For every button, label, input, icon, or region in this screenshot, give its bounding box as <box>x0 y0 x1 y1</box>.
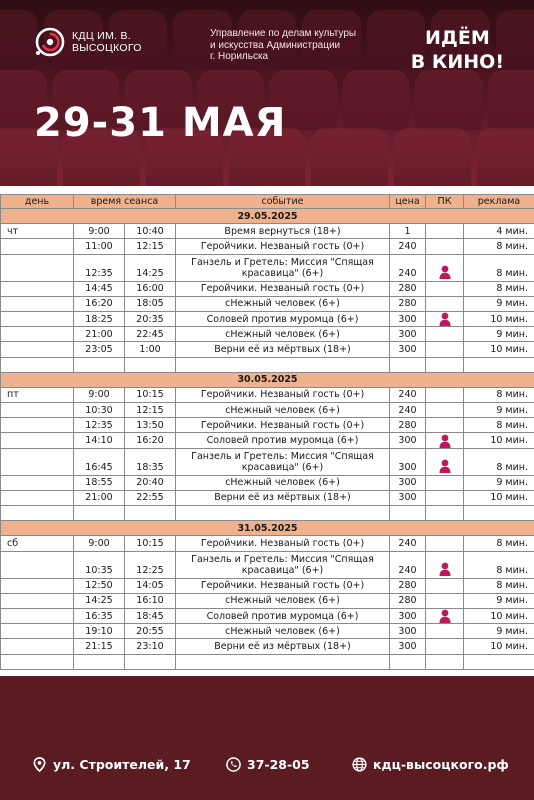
ad-duration-cell: 4 мин. <box>464 224 534 239</box>
pk-cell <box>426 578 464 593</box>
empty-cell <box>125 506 176 521</box>
weekday-cell <box>1 418 74 433</box>
price-cell: 300 <box>390 342 426 357</box>
empty-cell <box>74 357 125 372</box>
event-cell: Ганзель и Гретель: Миссия "Спящая красавица" (6+) <box>176 254 390 281</box>
table-row <box>1 418 534 433</box>
date-cell: 30.05.2025 <box>1 372 534 387</box>
table-row <box>1 311 534 326</box>
footer-bar <box>0 676 534 800</box>
empty-cell <box>464 357 534 372</box>
table-row <box>1 342 534 357</box>
table-row <box>1 224 534 239</box>
pk-cell <box>426 327 464 342</box>
pk-cell <box>426 433 464 448</box>
event-cell: сНежный человек (6+) <box>176 327 390 342</box>
event-cell: Геройчики. Незваный гость (0+) <box>176 578 390 593</box>
logo-line-1: КДЦ ИМ. В. <box>72 30 131 42</box>
table-row <box>1 551 534 578</box>
end-time-cell: 20:55 <box>125 624 176 639</box>
price-cell: 300 <box>390 624 426 639</box>
empty-cell <box>125 357 176 372</box>
ad-duration-cell: 8 мин. <box>464 281 534 296</box>
event-cell: Ганзель и Гретель: Миссия "Спящая красавица" (6+) <box>176 448 390 475</box>
promo-slogan <box>411 26 504 74</box>
table-row <box>1 433 534 448</box>
ad-duration-cell: 9 мин. <box>464 624 534 639</box>
ad-duration-cell: 10 мин. <box>464 639 534 654</box>
end-time-cell: 18:05 <box>125 296 176 311</box>
schedule-table <box>0 194 534 670</box>
header-banner <box>0 0 534 186</box>
event-cell: Геройчики. Незваный гость (0+) <box>176 281 390 296</box>
kdc-logo <box>34 26 142 58</box>
date-row <box>1 372 534 387</box>
price-cell: 280 <box>390 578 426 593</box>
website-text: кдц-высоцкого.рф <box>373 757 509 772</box>
pk-cell <box>426 608 464 623</box>
empty-cell <box>176 506 390 521</box>
event-cell: сНежный человек (6+) <box>176 624 390 639</box>
price-cell: 240 <box>390 551 426 578</box>
ad-duration-cell: 8 мин. <box>464 418 534 433</box>
table-row <box>1 448 534 475</box>
ad-duration-cell: 8 мин. <box>464 536 534 551</box>
website-contact[interactable] <box>352 757 509 772</box>
weekday-cell <box>1 296 74 311</box>
event-cell: Соловей против муромца (6+) <box>176 311 390 326</box>
empty-cell <box>1 357 74 372</box>
price-cell: 280 <box>390 281 426 296</box>
location-pin-icon <box>32 757 47 772</box>
start-time-cell: 10:30 <box>74 403 125 418</box>
price-cell: 300 <box>390 490 426 505</box>
weekday-cell <box>1 593 74 608</box>
start-time-cell: 10:35 <box>74 551 125 578</box>
header-price: цена <box>390 195 426 209</box>
end-time-cell: 22:55 <box>125 490 176 505</box>
empty-cell <box>176 654 390 669</box>
ad-duration-cell: 10 мин. <box>464 490 534 505</box>
phone-text: 37-28-05 <box>247 757 310 772</box>
price-cell: 300 <box>390 448 426 475</box>
weekday-cell <box>1 403 74 418</box>
table-row <box>1 254 534 281</box>
header-session-time: время сеанса <box>74 195 176 209</box>
price-cell: 240 <box>390 239 426 254</box>
start-time-cell: 14:10 <box>74 433 125 448</box>
price-cell: 1 <box>390 224 426 239</box>
empty-cell <box>390 506 426 521</box>
admin-line-2: и искусства Администрации <box>210 39 341 51</box>
spacer-row <box>1 506 534 521</box>
end-time-cell: 10:15 <box>125 536 176 551</box>
header-pk: ПК <box>426 195 464 209</box>
event-cell: Соловей против муромца (6+) <box>176 433 390 448</box>
table-row <box>1 475 534 490</box>
pk-cell <box>426 536 464 551</box>
start-time-cell: 12:35 <box>74 254 125 281</box>
pk-cell <box>426 311 464 326</box>
price-cell: 300 <box>390 608 426 623</box>
person-silhouette-icon <box>439 265 451 279</box>
end-time-cell: 10:40 <box>125 224 176 239</box>
event-cell: Геройчики. Незваный гость (0+) <box>176 418 390 433</box>
header-event: событие <box>176 195 390 209</box>
price-cell: 280 <box>390 593 426 608</box>
start-time-cell: 14:25 <box>74 593 125 608</box>
start-time-cell: 23:05 <box>74 342 125 357</box>
end-time-cell: 23:10 <box>125 639 176 654</box>
pk-cell <box>426 224 464 239</box>
pk-cell <box>426 551 464 578</box>
kdc-logo-mark-icon <box>34 26 66 58</box>
weekday-cell <box>1 281 74 296</box>
event-cell: сНежный человек (6+) <box>176 593 390 608</box>
person-silhouette-icon <box>439 459 451 473</box>
schedule-body <box>1 209 534 670</box>
header-ads: реклама <box>464 195 534 209</box>
ad-duration-cell: 10 мин. <box>464 608 534 623</box>
end-time-cell: 20:35 <box>125 311 176 326</box>
pk-cell <box>426 593 464 608</box>
price-cell: 240 <box>390 254 426 281</box>
administration-text <box>210 28 390 63</box>
table-header-row <box>1 195 534 209</box>
ad-duration-cell: 9 мин. <box>464 403 534 418</box>
pk-cell <box>426 639 464 654</box>
event-cell: Верни её из мёртвых (18+) <box>176 639 390 654</box>
table-row <box>1 239 534 254</box>
ad-duration-cell: 9 мин. <box>464 475 534 490</box>
start-time-cell: 19:10 <box>74 624 125 639</box>
event-cell: сНежный человек (6+) <box>176 475 390 490</box>
weekday-cell <box>1 254 74 281</box>
price-cell: 280 <box>390 296 426 311</box>
date-range-title: 29-31 МАЯ <box>34 100 287 146</box>
ad-duration-cell: 8 мин. <box>464 551 534 578</box>
weekday-cell <box>1 608 74 623</box>
start-time-cell: 21:00 <box>74 490 125 505</box>
weekday-cell <box>1 475 74 490</box>
price-cell: 300 <box>390 433 426 448</box>
weekday-cell <box>1 578 74 593</box>
event-cell: сНежный человек (6+) <box>176 296 390 311</box>
weekday-cell: пт <box>1 387 74 402</box>
empty-cell <box>426 357 464 372</box>
ad-duration-cell: 10 мин. <box>464 311 534 326</box>
promo-line-1: ИДЁМ <box>425 27 490 49</box>
person-silhouette-icon <box>439 562 451 576</box>
pk-cell <box>426 490 464 505</box>
end-time-cell: 10:15 <box>125 387 176 402</box>
pk-cell <box>426 448 464 475</box>
end-time-cell: 16:00 <box>125 281 176 296</box>
end-time-cell: 12:15 <box>125 403 176 418</box>
weekday-cell <box>1 490 74 505</box>
date-cell: 29.05.2025 <box>1 209 534 224</box>
empty-cell <box>390 357 426 372</box>
table-row <box>1 387 534 402</box>
empty-cell <box>176 357 390 372</box>
weekday-cell <box>1 551 74 578</box>
logo-line-2: ВЫСОЦКОГО <box>72 42 142 54</box>
table-row <box>1 608 534 623</box>
price-cell: 300 <box>390 327 426 342</box>
start-time-cell: 12:50 <box>74 578 125 593</box>
event-cell: Время вернуться (18+) <box>176 224 390 239</box>
pk-cell <box>426 475 464 490</box>
table-row <box>1 281 534 296</box>
pk-cell <box>426 624 464 639</box>
start-time-cell: 9:00 <box>74 536 125 551</box>
empty-cell <box>125 654 176 669</box>
event-cell: Ганзель и Гретель: Миссия "Спящая красавица" (6+) <box>176 551 390 578</box>
table-row <box>1 490 534 505</box>
phone-contact[interactable] <box>226 757 310 772</box>
empty-cell <box>74 506 125 521</box>
admin-line-3: г. Норильска <box>210 51 269 62</box>
empty-cell <box>464 506 534 521</box>
end-time-cell: 14:25 <box>125 254 176 281</box>
event-cell: сНежный человек (6+) <box>176 403 390 418</box>
table-row <box>1 536 534 551</box>
person-silhouette-icon <box>439 312 451 326</box>
empty-cell <box>390 654 426 669</box>
end-time-cell: 18:35 <box>125 448 176 475</box>
weekday-cell <box>1 311 74 326</box>
end-time-cell: 18:45 <box>125 608 176 623</box>
start-time-cell: 11:00 <box>74 239 125 254</box>
pk-cell <box>426 418 464 433</box>
start-time-cell: 16:45 <box>74 448 125 475</box>
empty-cell <box>464 654 534 669</box>
weekday-cell <box>1 639 74 654</box>
end-time-cell: 20:40 <box>125 475 176 490</box>
end-time-cell: 13:50 <box>125 418 176 433</box>
pk-cell <box>426 342 464 357</box>
address-text: ул. Строителей, 17 <box>53 757 191 772</box>
empty-cell <box>1 654 74 669</box>
ad-duration-cell: 9 мин. <box>464 296 534 311</box>
weekday-cell <box>1 448 74 475</box>
weekday-cell: чт <box>1 224 74 239</box>
end-time-cell: 14:05 <box>125 578 176 593</box>
table-row <box>1 296 534 311</box>
ad-duration-cell: 8 мин. <box>464 254 534 281</box>
empty-cell <box>426 506 464 521</box>
spacer-row <box>1 654 534 669</box>
start-time-cell: 18:25 <box>74 311 125 326</box>
pk-cell <box>426 281 464 296</box>
end-time-cell: 22:45 <box>125 327 176 342</box>
start-time-cell: 16:35 <box>74 608 125 623</box>
start-time-cell: 9:00 <box>74 387 125 402</box>
price-cell: 300 <box>390 639 426 654</box>
event-cell: Верни её из мёртвых (18+) <box>176 342 390 357</box>
weekday-cell: сб <box>1 536 74 551</box>
ad-duration-cell: 8 мин. <box>464 578 534 593</box>
price-cell: 240 <box>390 536 426 551</box>
table-row <box>1 327 534 342</box>
event-cell: Геройчики. Незваный гость (0+) <box>176 387 390 402</box>
ad-duration-cell: 9 мин. <box>464 327 534 342</box>
start-time-cell: 9:00 <box>74 224 125 239</box>
empty-cell <box>74 654 125 669</box>
weekday-cell <box>1 239 74 254</box>
globe-icon <box>352 757 367 772</box>
person-silhouette-icon <box>439 434 451 448</box>
ad-duration-cell: 8 мин. <box>464 239 534 254</box>
price-cell: 240 <box>390 387 426 402</box>
event-cell: Соловей против муромца (6+) <box>176 608 390 623</box>
event-cell: Геройчики. Незваный гость (0+) <box>176 239 390 254</box>
table-row <box>1 593 534 608</box>
start-time-cell: 18:55 <box>74 475 125 490</box>
event-cell: Геройчики. Незваный гость (0+) <box>176 536 390 551</box>
end-time-cell: 12:15 <box>125 239 176 254</box>
weekday-cell <box>1 327 74 342</box>
empty-cell <box>426 654 464 669</box>
promo-line-2: В КИНО! <box>410 51 504 73</box>
weekday-cell <box>1 342 74 357</box>
price-cell: 300 <box>390 311 426 326</box>
pk-cell <box>426 254 464 281</box>
price-cell: 280 <box>390 418 426 433</box>
price-cell: 240 <box>390 403 426 418</box>
date-row <box>1 209 534 224</box>
pk-cell <box>426 387 464 402</box>
start-time-cell: 21:00 <box>74 327 125 342</box>
empty-cell <box>1 506 74 521</box>
end-time-cell: 12:25 <box>125 551 176 578</box>
start-time-cell: 14:45 <box>74 281 125 296</box>
pk-cell <box>426 239 464 254</box>
address-contact <box>32 757 191 772</box>
start-time-cell: 16:20 <box>74 296 125 311</box>
ad-duration-cell: 9 мин. <box>464 593 534 608</box>
table-row <box>1 578 534 593</box>
pk-cell <box>426 296 464 311</box>
ad-duration-cell: 8 мин. <box>464 448 534 475</box>
date-row <box>1 521 534 536</box>
table-row <box>1 403 534 418</box>
header-day: день <box>1 195 74 209</box>
ad-duration-cell: 10 мин. <box>464 342 534 357</box>
price-cell: 300 <box>390 475 426 490</box>
phone-icon <box>226 757 241 772</box>
weekday-cell <box>1 624 74 639</box>
person-silhouette-icon <box>439 609 451 623</box>
table-row <box>1 639 534 654</box>
pk-cell <box>426 403 464 418</box>
date-cell: 31.05.2025 <box>1 521 534 536</box>
weekday-cell <box>1 433 74 448</box>
end-time-cell: 1:00 <box>125 342 176 357</box>
start-time-cell: 21:15 <box>74 639 125 654</box>
start-time-cell: 12:35 <box>74 418 125 433</box>
spacer-row <box>1 357 534 372</box>
event-cell: Верни её из мёртвых (18+) <box>176 490 390 505</box>
end-time-cell: 16:10 <box>125 593 176 608</box>
table-row <box>1 624 534 639</box>
ad-duration-cell: 8 мин. <box>464 387 534 402</box>
end-time-cell: 16:20 <box>125 433 176 448</box>
admin-line-1: Управление по делам культуры <box>210 28 357 39</box>
ad-duration-cell: 10 мин. <box>464 433 534 448</box>
